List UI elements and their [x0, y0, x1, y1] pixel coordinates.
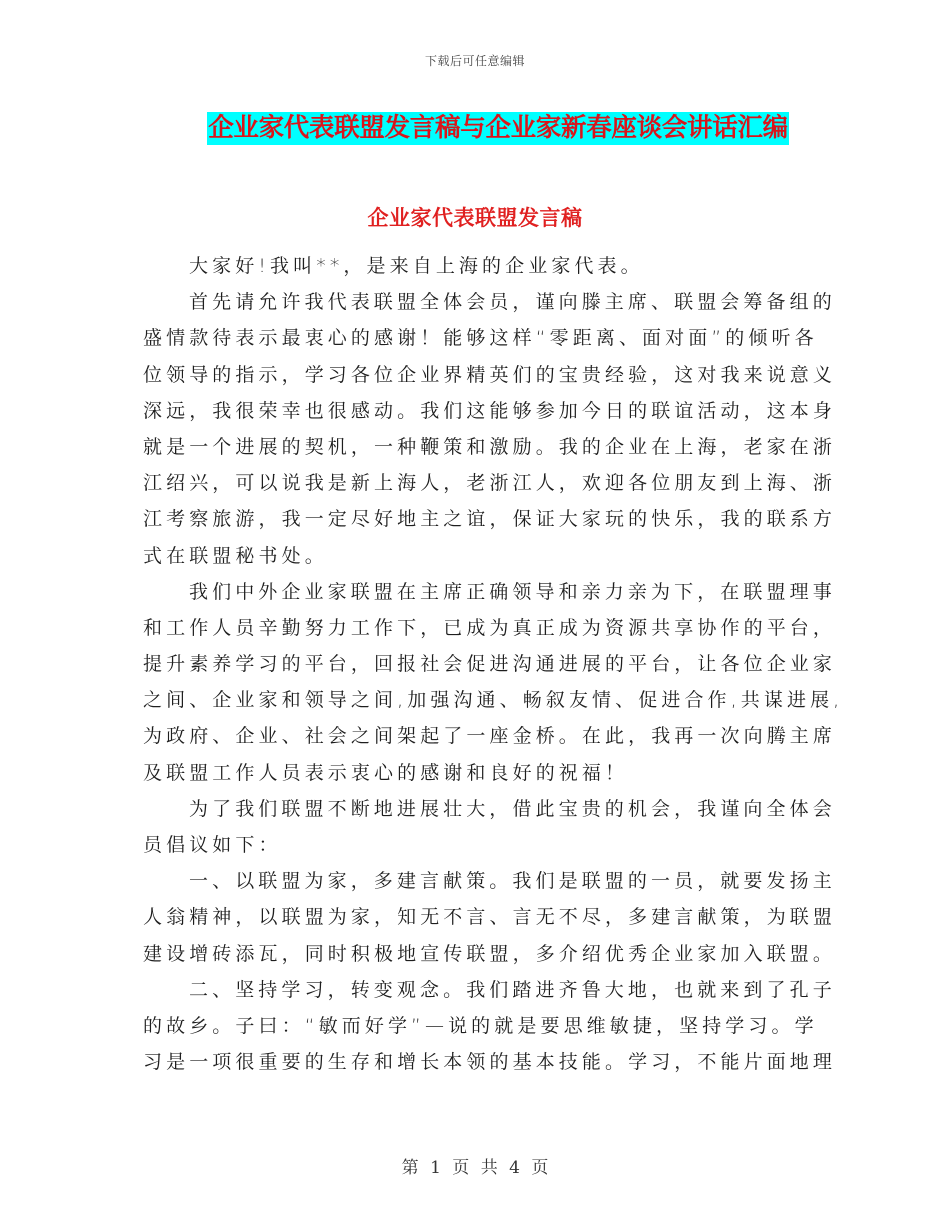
document-body: [143, 248, 844, 1080]
body-line: 首先请允许我代表联盟全体会员，谨向滕主席、联盟会筹备组的: [189, 291, 836, 314]
page-header-note: 下载后可任意编辑: [424, 54, 525, 68]
body-line: 之间、企业家和领导之间,加强沟通、畅叙友情、促进合作,共谋进展,: [143, 689, 844, 712]
body-line: 盛情款待表示最衷心的感谢！能够这样“零距离、面对面”的倾听各: [143, 327, 818, 350]
body-line: 位领导的指示，学习各位企业界精英们的宝贵经验，这对我来说意义: [143, 363, 837, 386]
page-number-footer: 第 1 页 共 4 页: [401, 1158, 549, 1178]
body-line: 就是一个进展的契机，一种鞭策和激励。我的企业在上海，老家在浙: [143, 435, 837, 458]
body-line: 深远，我很荣幸也很感动。我们这能够参加今日的联谊活动，这本身: [143, 399, 837, 422]
body-line: 我们中外企业家联盟在主席正确领导和亲力亲为下，在联盟理事: [189, 580, 836, 603]
document-title-container: [0, 112, 950, 145]
body-line: 二、坚持学习，转变观念。我们踏进齐鲁大地，也就来到了孔子: [189, 978, 836, 1001]
body-line: 和工作人员辛勤努力工作下，已成为真正成为资源共享协作的平台，: [143, 616, 837, 639]
body-line: 为了我们联盟不断地进展壮大，借此宝贵的机会，我谨向全体会: [189, 797, 836, 820]
body-line: 为政府、企业、社会之间架起了一座金桥。在此，我再一次向腾主席: [143, 725, 837, 748]
section-title: 企业家代表联盟发言稿: [367, 206, 583, 230]
body-line: 一、以联盟为家，多建言献策。我们是联盟的一员，就要发扬主: [189, 870, 836, 893]
body-line: 提升素养学习的平台，回报社会促进沟通进展的平台，让各位企业家: [143, 653, 837, 676]
body-line: 式在联盟秘书处。: [143, 544, 328, 567]
body-line: 习是一项很重要的生存和增长本领的基本技能。学习，不能片面地理: [143, 1051, 837, 1074]
body-line: 江绍兴，可以说我是新上海人，老浙江人，欢迎各位朋友到上海、浙: [143, 472, 837, 495]
body-line: 的故乡。子曰：“敏而好学”—说的就是要思维敏捷，坚持学习。学: [143, 1014, 818, 1037]
document-title: 企业家代表联盟发言稿与企业家新春座谈会讲话汇编: [208, 113, 788, 143]
body-line: 人翁精神，以联盟为家，知无不言、言无不尽，多建言献策，为联盟: [143, 906, 837, 929]
body-line: 建设增砖添瓦，同时积极地宣传联盟，多介绍优秀企业家加入联盟。: [143, 942, 837, 965]
body-line: 员倡议如下：: [143, 834, 282, 856]
body-line: 及联盟工作人员表示衷心的感谢和良好的祝福！: [143, 761, 629, 784]
body-line: 江考察旅游，我一定尽好地主之谊，保证大家玩的快乐，我的联系方: [143, 508, 837, 531]
body-line: 大家好!我叫**，是来自上海的企业家代表。: [189, 255, 644, 277]
